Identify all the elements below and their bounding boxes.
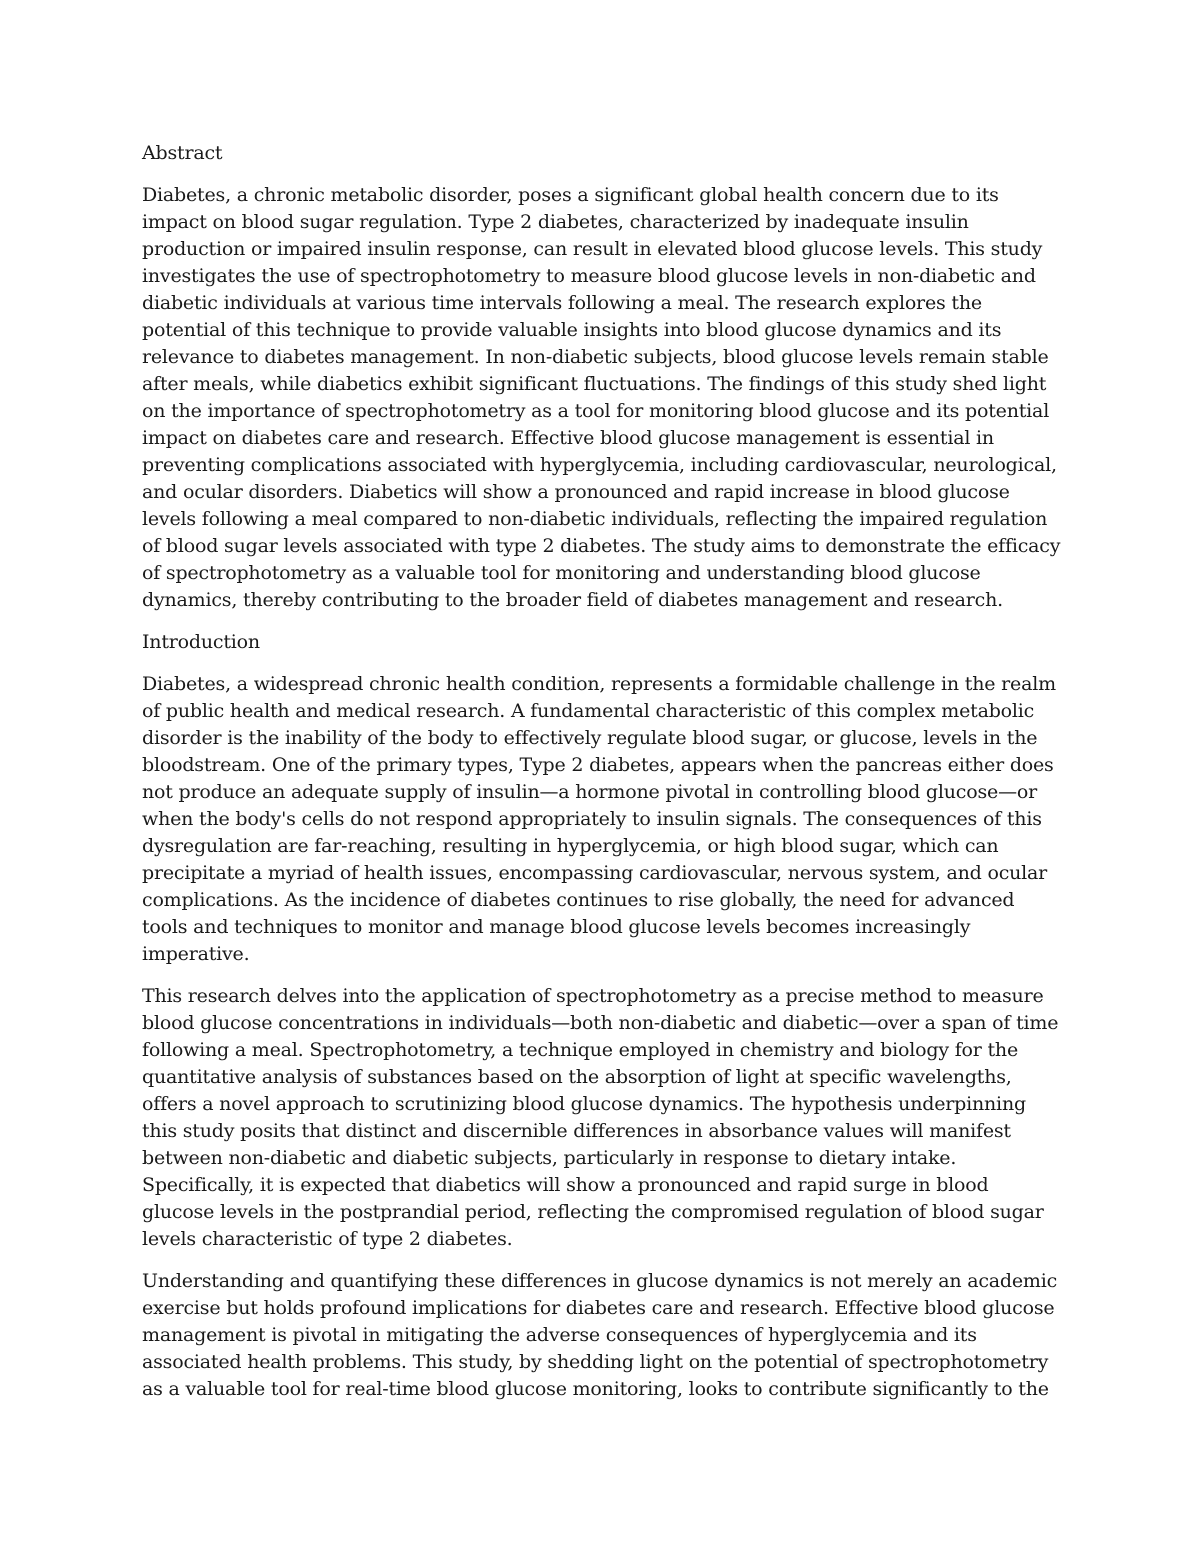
introduction-heading: Introduction [142,631,260,653]
introduction-paragraph-3: Understanding and quantifying these differences in glucose dynamics is not merely an academic exercise but holds profound implications for diabetes care and research. Effective blood glucose management is pivotal in mitigating the adverse consequences of hyperglycemia and its associated health problems. This study, by shedding light on the potential of spectrophotometry as a valuable tool for real-time blood glucose monitoring, looks to contribute significantly to the [142,1270,1058,1400]
introduction-paragraph-2: This research delves into the application of spectrophotometry as a precise method to measure blood glucose concentrations in individuals—both non-diabetic and diabetic—over a span of time following a meal. Spectrophotometry, a technique employed in chemistry and biology for the quantitative analysis of substances based on the absorption of light at specific wavelengths, offers a novel approach to scrutinizing blood glucose dynamics. The hypothesis underpinning this study posits that distinct and discernible differences in absorbance values will manifest between non-diabetic and diabetic subjects, particularly in response to dietary intake. Specifically, it is expected that diabetics will show a pronounced and rapid surge in blood glucose levels in the postprandial period, reflecting the compromised regulation of blood sugar levels characteristic of type 2 diabetes. [142,985,1059,1250]
introduction-paragraph-1: Diabetes, a widespread chronic health condition, represents a formidable challenge in the realm of public health and medical research. A fundamental characteristic of this complex metabolic disorder is the inability of the body to effectively regulate blood sugar, or glucose, levels in the bloodstream. One of the primary types, Type 2 diabetes, appears when the pancreas either does not produce an adequate supply of insulin—a hormone pivotal in controlling blood glucose—or when the body's cells do not respond appropriately to insulin signals. The consequences of this dysregulation are far-reaching, resulting in hyperglycemia, or high blood sugar, which can precipitate a myriad of health issues, encompassing cardiovascular, nervous system, and ocular complications. As the incidence of diabetes continues to rise globally, the need for advanced tools and techniques to monitor and manage blood glucose levels becomes increasingly imperative. [142,673,1056,965]
abstract-paragraph: Diabetes, a chronic metabolic disorder, poses a significant global health concern due to its impact on blood sugar regulation. Type 2 diabetes, characterized by inadequate insulin production or impaired insulin response, can result in elevated blood glucose levels. This study investigates the use of spectrophotometry to measure blood glucose levels in non-diabetic and diabetic individuals at various time intervals following a meal. The research explores the potential of this technique to provide valuable insights into blood glucose dynamics and its relevance to diabetes management. In non-diabetic subjects, blood glucose levels remain stable after meals, while diabetics exhibit significant fluctuations. The findings of this study shed light on the importance of spectrophotometry as a tool for monitoring blood glucose and its potential impact on diabetes care and research. Effective blood glucose management is essential in preventing complications associated with hyperglycemia, including cardiovascular, neurological, and ocular disorders. Diabetics will show a pronounced and rapid increase in blood glucose levels following a meal compared to non-diabetic individuals, reflecting the impaired regulation of blood sugar levels associated with type 2 diabetes. The study aims to demonstrate the efficacy of spectrophotometry as a valuable tool for monitoring and understanding blood glucose dynamics, thereby contributing to the broader field of diabetes management and research. [142,184,1061,611]
document-body [142,140,1064,1418]
abstract-heading: Abstract [142,142,223,164]
